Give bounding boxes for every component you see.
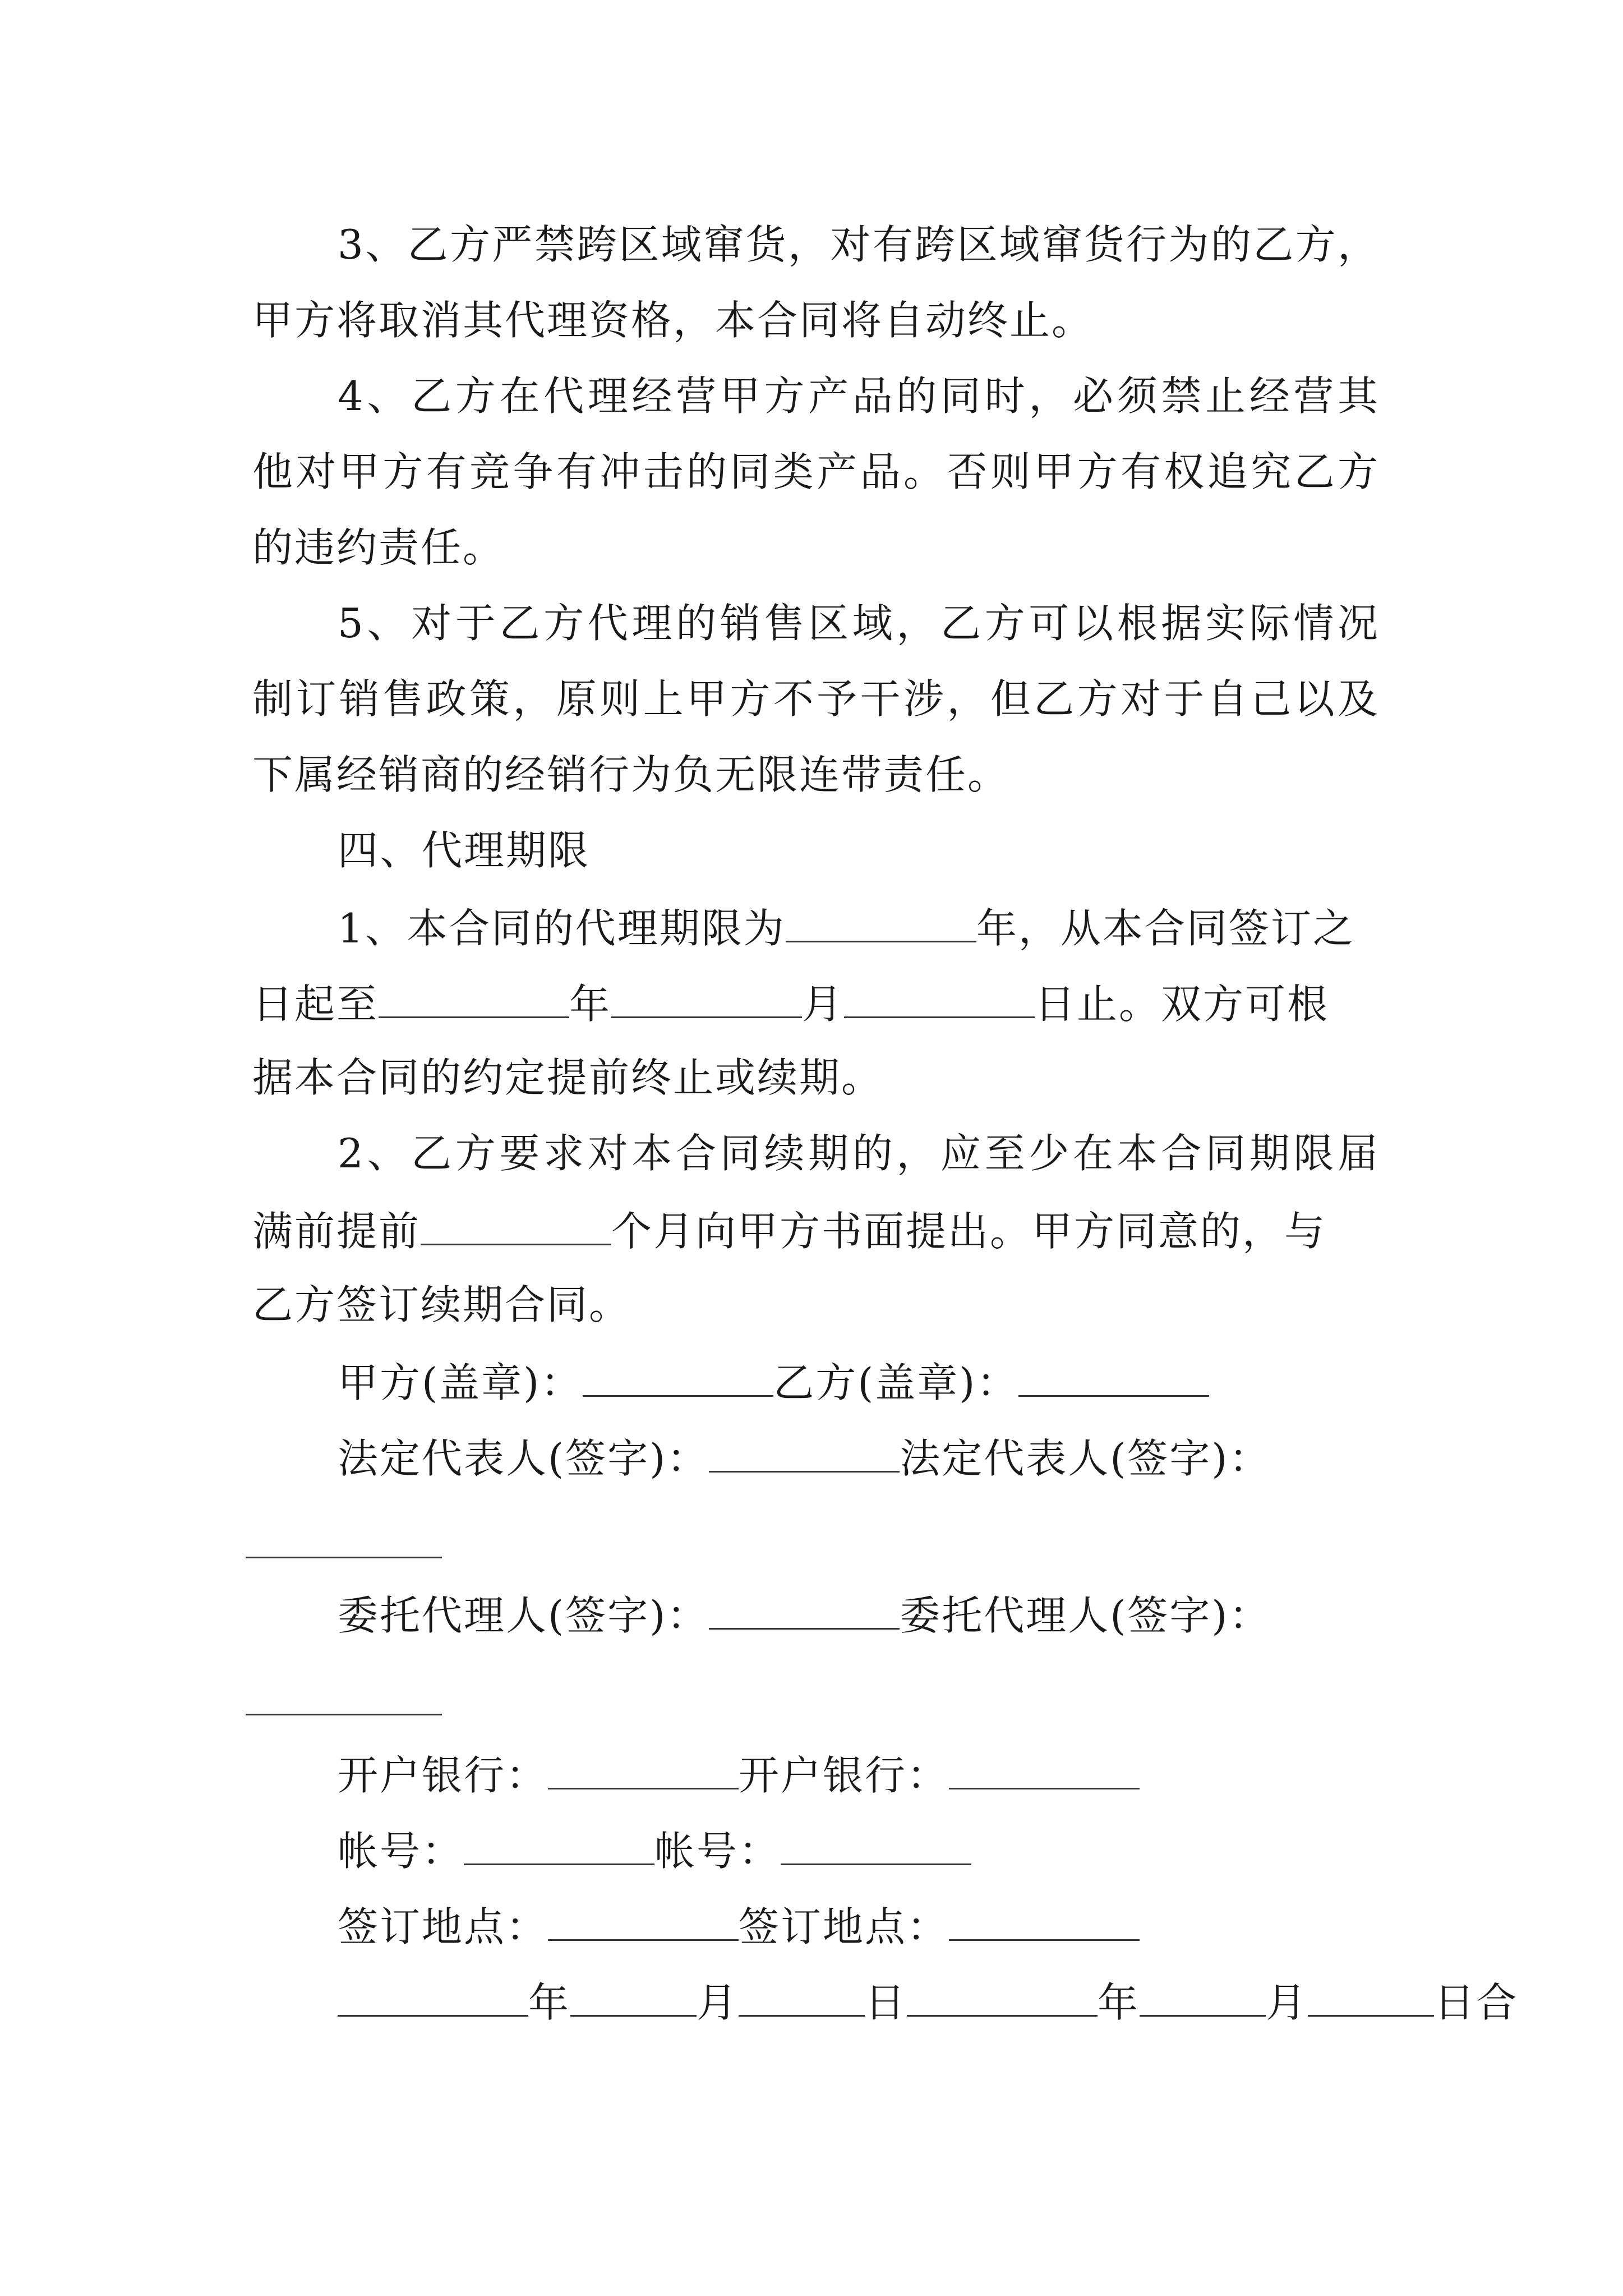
paragraph-4-line-3: 的违约责任。 <box>252 524 505 571</box>
party-a-seal-label: 甲方(盖章)： <box>338 1359 583 1406</box>
term-1-line-2 <box>252 981 1330 1028</box>
paragraph-5-line-1: 5、对于乙方代理的销售区域，乙方可以根据实际情况 <box>338 600 1380 647</box>
term-1-text-a: 1、本合同的代理期限为 <box>338 905 786 952</box>
legal-rep-a-label: 法定代表人(签字)： <box>338 1435 709 1482</box>
agent-row <box>338 1592 1271 1639</box>
date-a-year-label: 年 <box>528 1979 571 2026</box>
agent-a-label: 委托代理人(签字)： <box>338 1592 709 1639</box>
account-b-blank <box>781 1829 971 1865</box>
agent-a-blank <box>709 1593 900 1630</box>
paragraph-5-line-3: 下属经销商的经销行为负无限连带责任。 <box>252 751 1010 798</box>
term-1-line-3: 据本合同的约定提前终止或续期。 <box>252 1054 884 1101</box>
term-2-text-b: 个月向甲方书面提出。甲方同意的，与 <box>611 1208 1327 1255</box>
blank-years <box>786 906 976 942</box>
section-heading: 四、代理期限 <box>338 827 591 874</box>
blank-year <box>379 982 569 1018</box>
account-b-label: 帐号： <box>654 1828 781 1875</box>
paragraph-4-line-1: 4、乙方在代理经营甲方产品的同时，必须禁止经营其 <box>338 372 1380 420</box>
term-2-text-a: 满前提前 <box>252 1208 421 1255</box>
blank-months <box>421 1209 611 1245</box>
date-b-day-blank <box>1308 1980 1434 2017</box>
bank-a-label: 开户银行： <box>338 1752 548 1799</box>
date-a-day-label: 日 <box>865 1979 907 2026</box>
agent-b-blank <box>246 1714 442 1715</box>
party-b-seal-blank <box>1018 1360 1209 1397</box>
seal-row <box>338 1359 1209 1406</box>
paragraph-3-line-1: 3、乙方严禁跨区域窜货，对有跨区域窜货行为的乙方， <box>338 221 1380 268</box>
legal-rep-b-blank <box>246 1557 442 1558</box>
place-row <box>338 1903 1140 1950</box>
date-b-year-blank <box>907 1980 1098 2017</box>
term-1-text-c: 日起至 <box>252 981 379 1028</box>
account-a-blank <box>464 1829 654 1865</box>
bank-row <box>338 1752 1140 1799</box>
party-a-seal-blank <box>583 1360 773 1397</box>
term-1-line-1 <box>338 905 1355 952</box>
place-b-label: 签订地点： <box>739 1903 949 1950</box>
legal-rep-a-blank <box>709 1436 900 1473</box>
bank-b-blank <box>949 1753 1140 1789</box>
agent-b-label: 委托代理人(签字)： <box>900 1592 1271 1639</box>
date-a-month-label: 月 <box>697 1979 739 2026</box>
legal-rep-row <box>338 1435 1271 1482</box>
date-b-month-label: 月 <box>1266 1979 1308 2026</box>
date-a-day-blank <box>739 1980 865 2017</box>
term-1-text-b: 年，从本合同签订之 <box>976 905 1355 952</box>
term-2-line-1: 2、乙方要求对本合同续期的，应至少在本合同期限届 <box>338 1130 1380 1177</box>
term-1-text-d: 年 <box>569 981 612 1028</box>
term-1-text-f: 日止。双方可根 <box>1035 981 1330 1028</box>
legal-rep-b-label: 法定代表人(签字)： <box>900 1435 1271 1482</box>
account-a-label: 帐号： <box>338 1828 464 1875</box>
date-b-year-label: 年 <box>1098 1979 1140 2026</box>
blank-month <box>611 982 802 1018</box>
paragraph-5-line-2: 制订销售政策，原则上甲方不予干涉，但乙方对于自己以及 <box>252 675 1380 723</box>
place-b-blank <box>949 1904 1140 1941</box>
place-a-label: 签订地点： <box>338 1903 548 1950</box>
paragraph-3-line-2: 甲方将取消其代理资格，本合同将自动终止。 <box>252 297 1094 344</box>
bank-a-blank <box>548 1753 739 1789</box>
term-2-line-2 <box>252 1208 1327 1255</box>
date-a-month-blank <box>570 1980 697 2017</box>
term-1-text-e: 月 <box>802 981 845 1028</box>
date-a-year-blank <box>338 1980 528 2017</box>
account-row <box>338 1828 971 1875</box>
date-b-month-blank <box>1140 1980 1266 2017</box>
date-row <box>338 1979 1519 2026</box>
place-a-blank <box>548 1904 739 1941</box>
term-2-line-3: 乙方签订续期合同。 <box>252 1281 631 1328</box>
blank-day <box>844 982 1035 1018</box>
date-b-day-label: 日合 <box>1434 1979 1519 2026</box>
paragraph-4-line-2: 他对甲方有竞争有冲击的同类产品。否则甲方有权追究乙方 <box>252 448 1380 495</box>
bank-b-label: 开户银行： <box>739 1752 949 1799</box>
party-b-seal-label: 乙方(盖章)： <box>773 1359 1019 1406</box>
